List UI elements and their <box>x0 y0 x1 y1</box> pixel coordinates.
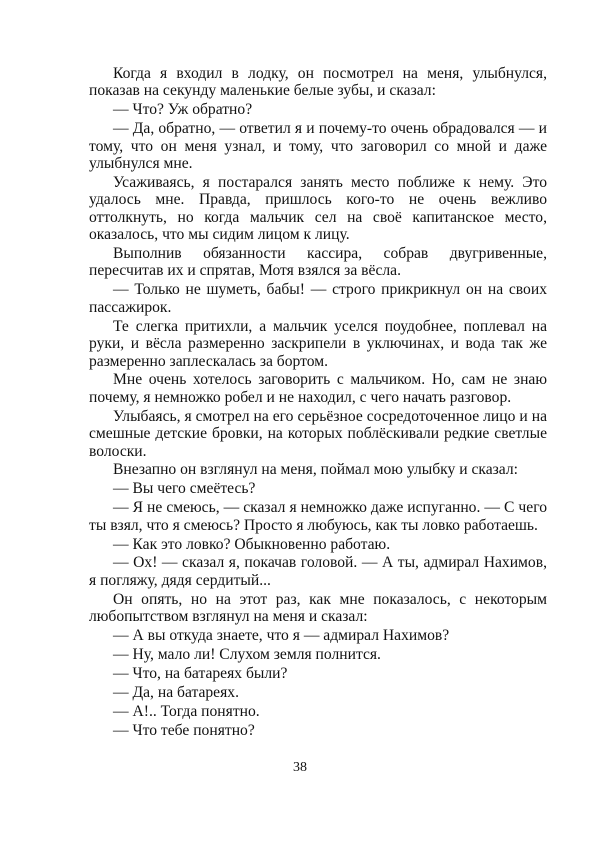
paragraph: Он опять, но на этот раз, как мне показалось, с некоторым любопытством взглянул на меня и сказал: <box>89 590 547 626</box>
paragraph: — Вы чего смеётесь? <box>113 480 256 498</box>
page-number: 38 <box>293 760 307 775</box>
paragraph: — Да, на батареях. <box>113 683 239 701</box>
paragraph: — Что тебе понятно? <box>113 721 255 739</box>
paragraph: — Как это ловко? Обыкновенно работаю. <box>113 535 391 553</box>
paragraph: — А!.. Тогда понятно. <box>113 702 260 720</box>
paragraph: Выполнив обязанности кассира, собрав двугривенные, пересчитав их и спрятав, Мотя взялся за вёсла. <box>89 245 547 280</box>
paragraph: — Только не шуметь, бабы! — строго прикрикнул он на своих пассажирок. <box>89 281 547 316</box>
paragraph: — Ну, мало ли! Слухом земля полнится. <box>113 646 381 663</box>
paragraph: — Что? Уж обратно? <box>113 101 253 119</box>
paragraph: Когда я входил в лодку, он посмотрел на меня, улыбнулся, показав на секунду маленькие белые зубы, и сказал: <box>89 65 547 100</box>
paragraph: Те слегка притихли, а мальчик уселся поудобнее, поплевал на руки, и вёсла размеренно заскрипели в уключинах, и вода так же размеренно заплескалась за бортом. <box>89 317 547 370</box>
paragraph: — Ох! — сказал я, покачав головой. — А ты, адмирал Нахимов, я погляжу, дядя сердитый... <box>89 554 547 589</box>
paragraph: — А вы откуда знаете, что я — адмирал Нахимов? <box>113 627 450 645</box>
paragraph: Улыбаясь, я смотрел на его серьёзное сосредоточенное лицо и на смешные детские бровки, на которых поблёскивали редкие светлые волоски. <box>89 407 547 460</box>
page-text <box>89 65 547 741</box>
paragraph: Усаживаясь, я постарался занять место поближе к нему. Это удалось мне. Правда, пришлось кого-то не очень вежливо оттолкнуть, но когда мальчик сел на своё капитанское место, оказалось, что мы сидим лицом к лицу. <box>89 173 547 244</box>
paragraph: Внезапно он взглянул на меня, поймал мою улыбку и сказал: <box>113 461 518 479</box>
paragraph: Мне очень хотелось заговорить с мальчиком. Но, сам не знаю почему, я немножко робел и не находил, с чего начать разговор. <box>89 371 547 406</box>
paragraph: — Что, на батареях были? <box>113 664 288 682</box>
paragraph: — Да, обратно, — ответил я и почему-то очень обрадовался — и тому, что он меня узнал, и тому, что заговорил со мной и даже улыбнулся мне. <box>89 120 547 173</box>
paragraph: — Я не смеюсь, — сказал я немножко даже испуганно. — С чего ты взял, что я смеюсь? Просто я любуюсь, как ты ловко работаешь. <box>89 499 547 534</box>
